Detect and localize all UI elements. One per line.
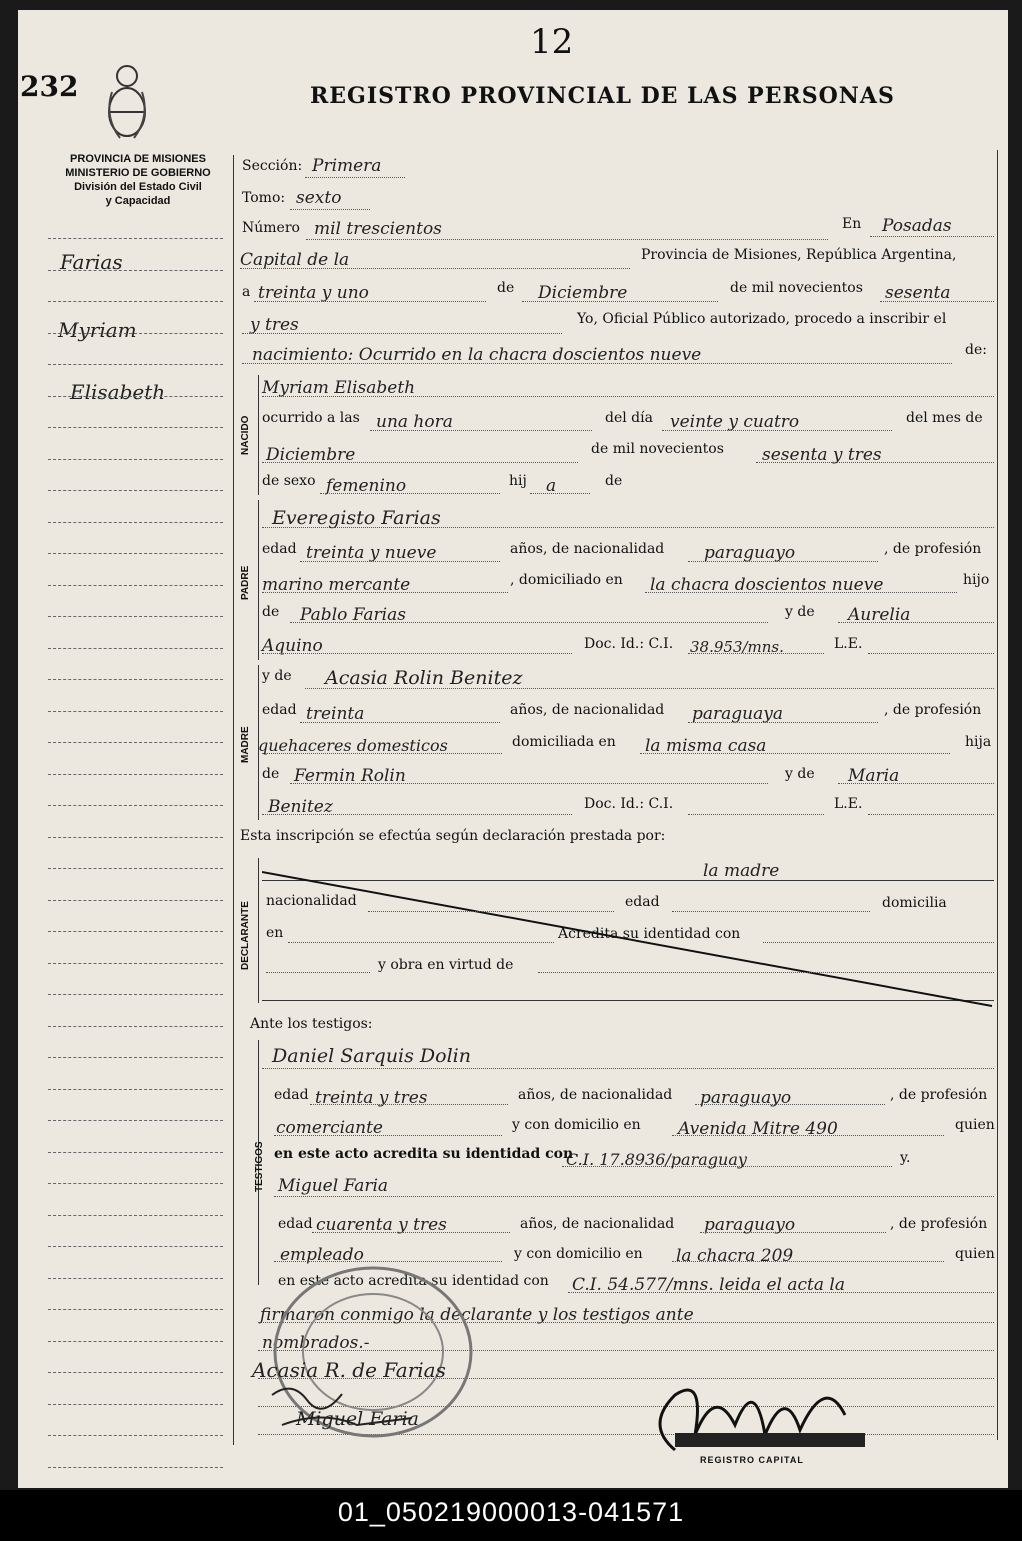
value-anio-nac: sesenta y tres (762, 445, 882, 465)
label-hij: hij (509, 473, 527, 489)
margin-rule (48, 774, 223, 775)
underline-t2-dom (672, 1261, 944, 1262)
value-anio2: y tres (250, 315, 299, 335)
margin-rule (48, 364, 223, 365)
label-decl-en: en (266, 925, 284, 941)
value-hij: a (546, 476, 557, 496)
value-cierre1: firmaron conmigo la declarante y los testigos ante (260, 1305, 694, 1325)
underline-nacido (262, 396, 994, 397)
underline-padre-madre2 (262, 653, 572, 654)
underline-decl-prefix (266, 972, 370, 973)
label-nacionalidad: nacionalidad (266, 893, 357, 909)
underline-decl-nac (368, 911, 614, 912)
underline-t1-dom (672, 1135, 944, 1136)
underline-padre-edad (300, 561, 500, 562)
value-dia: treinta y uno (258, 283, 369, 303)
label-ante: Ante los testigos: (250, 1016, 373, 1032)
underline-mes-nac (262, 462, 578, 463)
value-padre-padre: Pablo Farias (300, 605, 406, 625)
underline-seccion (305, 177, 405, 178)
underline-hora (370, 430, 592, 431)
margin-rule (48, 1215, 223, 1216)
label-del-dia: del día (605, 410, 653, 426)
label-t1-dom: y con domicilio en (512, 1117, 641, 1133)
underline-capital (240, 268, 630, 269)
underline-madre-le (868, 814, 994, 815)
underline-t1-nac (695, 1104, 885, 1105)
margin-rule (48, 396, 223, 397)
label-t1-edad: edad (274, 1087, 309, 1103)
value-padre-dom: la chacra doscientos nueve (650, 575, 884, 595)
margin-rule (48, 837, 223, 838)
value-ciudad: Posadas (882, 216, 952, 236)
underline-padre-madre (838, 622, 994, 623)
label-madre-nac: años, de nacionalidad (510, 702, 665, 718)
label-t1-quien: quien (955, 1117, 995, 1133)
underline-t1-prof (274, 1135, 502, 1136)
sidebar-line-3: División del Estado Civil (74, 181, 202, 193)
label-t1-y: y. (900, 1150, 911, 1166)
margin-rule (48, 270, 223, 271)
margin-rule (48, 490, 223, 491)
value-madre-edad: treinta (306, 704, 365, 724)
form-right-border (997, 150, 998, 1440)
registry-stamp-text: REGISTRO CAPITAL (700, 1455, 804, 1465)
underline-padre-padre (290, 622, 768, 623)
margin-rule (48, 1467, 223, 1468)
header-title: REGISTRO PROVINCIAL DE LAS PERSONAS (310, 83, 895, 109)
margin-rule (48, 963, 223, 964)
stamp-number: 232 (20, 70, 79, 103)
value-t2-prof: empleado (280, 1245, 364, 1265)
value-capital: Capital de la (240, 250, 350, 270)
value-seccion: Primera (312, 156, 382, 176)
underline-madre-nac (688, 722, 878, 723)
margin-surname: Farias (60, 250, 123, 274)
margin-rule (48, 1309, 223, 1310)
label-hija: hija (965, 734, 992, 750)
label-t2-prof: , de profesión (890, 1216, 988, 1232)
label-t2-quien: quien (955, 1246, 995, 1262)
underline-madre-ci (688, 814, 824, 815)
margin-rule (48, 868, 223, 869)
label-padre-prof: , de profesión (884, 541, 982, 557)
margin-rule (48, 553, 223, 554)
page-number: 12 (530, 22, 574, 62)
value-madre-prof: quehaceres domesticos (258, 736, 448, 755)
margin-rule (48, 648, 223, 649)
underline-dia (254, 301, 486, 302)
label-testigos: TESTIGOS (254, 1141, 265, 1192)
margin-rule (48, 1183, 223, 1184)
margin-rule (48, 900, 223, 901)
signature-witness-2: Miguel Faria (296, 1408, 419, 1430)
underline-t2 (274, 1196, 994, 1197)
label-madre-prof: , de profesión (884, 702, 982, 718)
label-madre-yde: y de (262, 668, 292, 684)
label-de-mil2: de mil novecientos (591, 441, 724, 457)
underline-mes (522, 301, 718, 302)
sidebar-line-2: MINISTERIO DE GOBIERNO (65, 167, 211, 179)
underline-madre-prof (262, 753, 502, 754)
value-cierre2: nombrados.- (262, 1333, 370, 1353)
value-tomo: sexto (296, 188, 342, 208)
underline-padre-dom (645, 592, 957, 593)
margin-rule (48, 238, 223, 239)
label-tomo: Tomo: (242, 190, 286, 206)
margin-rule (48, 742, 223, 743)
value-madre-madre2: Benitez (268, 797, 333, 817)
value-declarante: la madre (703, 861, 780, 881)
value-sexo: femenino (326, 476, 407, 496)
coat-of-arms-emblem (102, 62, 152, 148)
label-t1-acredita: en este acto acredita su identidad con (274, 1146, 574, 1162)
value-t1-dom: Avenida Mitre 490 (678, 1119, 838, 1139)
underline-anio2 (242, 333, 562, 334)
label-t2-nac: años, de nacionalidad (520, 1216, 675, 1232)
underline-obra (538, 972, 994, 973)
label-madre-le: L.E. (834, 796, 863, 812)
label-padre-edad: edad (262, 541, 297, 557)
value-t1-prof: comerciante (276, 1118, 383, 1138)
value-dia-nac: veinte y cuatro (670, 412, 800, 432)
value-t2-dom: la chacra 209 (676, 1246, 794, 1266)
section-bracket-nacido (258, 375, 259, 495)
label-provincia: Provincia de Misiones, República Argentina, (641, 247, 957, 263)
value-hora: una hora (376, 412, 453, 432)
margin-rule (48, 1026, 223, 1027)
margin-rule (48, 616, 223, 617)
label-madre-yde2: y de (785, 766, 815, 782)
value-inscribir: nacimiento: Ocurrido en la chacra doscientos nueve (252, 345, 702, 365)
margin-rule (48, 1278, 223, 1279)
underline-t2-edad (312, 1232, 510, 1233)
margin-rule (48, 994, 223, 995)
label-t2-dom: y con domicilio en (514, 1246, 643, 1262)
margin-second-name: Elisabeth (70, 380, 166, 404)
margin-rule (48, 931, 223, 932)
label-padre-yde: y de (785, 604, 815, 620)
margin-rule (48, 679, 223, 680)
underline-padre-prof (262, 592, 508, 593)
underline-t1-ci (562, 1166, 892, 1167)
margin-rule (48, 427, 223, 428)
margin-rule (48, 805, 223, 806)
label-madre: MADRE (240, 726, 251, 763)
label-de-colon: de: (965, 342, 987, 358)
value-mes-nac: Diciembre (266, 445, 356, 465)
margin-rule (48, 585, 223, 586)
label-madre-edad: edad (262, 702, 297, 718)
label-en: En (842, 216, 862, 232)
underline-t1 (262, 1068, 994, 1069)
underline-padre-nac (688, 561, 878, 562)
value-numero: mil trescientos (314, 219, 442, 239)
margin-rule (48, 1372, 223, 1373)
value-padre-madre: Aurelia (848, 605, 911, 625)
sidebar-province (48, 152, 228, 208)
underline-madre (305, 688, 994, 689)
label-padre: PADRE (240, 565, 251, 600)
label-hijo: hijo (963, 572, 990, 588)
underline-hij (530, 493, 590, 494)
section-bracket-declarante (258, 858, 259, 1003)
underline-padre-le (868, 653, 994, 654)
underline-dia-nac (662, 430, 892, 431)
value-t1-nac: paraguayo (700, 1088, 792, 1108)
label-decl-edad: edad (625, 894, 660, 910)
label-yo: Yo, Oficial Público autorizado, procedo a inscribir el (577, 311, 947, 327)
margin-rule (48, 1246, 223, 1247)
underline-anio1 (880, 301, 994, 302)
label-nacido: NACIDO (240, 415, 251, 455)
value-madre-dom: la misma casa (645, 736, 767, 756)
value-t2-nombre: Miguel Faria (278, 1176, 389, 1196)
value-padre-prof: marino mercante (262, 575, 411, 595)
value-t2-nac: paraguayo (704, 1215, 796, 1235)
underline-inscribir (242, 363, 952, 364)
label-de-mil: de mil novecientos (730, 280, 863, 296)
label-padre-de: de (262, 604, 280, 620)
form-left-border (233, 155, 234, 1445)
underline-acredita (763, 942, 994, 943)
value-t2-ci: C.I. 54.577/mns. leida el acta la (572, 1275, 845, 1295)
margin-rule (48, 1089, 223, 1090)
underline-madre-edad (300, 722, 500, 723)
sidebar-line-4: y Capacidad (105, 195, 171, 207)
value-padre-madre2: Aquino (262, 636, 323, 656)
underline-t1-edad (310, 1104, 508, 1105)
footer-document-id: 01_050219000013-041571 (337, 1497, 685, 1527)
margin-rule (48, 1435, 223, 1436)
margin-rule (48, 1341, 223, 1342)
value-padre-nombre: Everegisto Farias (272, 507, 441, 529)
label-de-nacido: de (605, 473, 623, 489)
label-padre-doc: Doc. Id.: C.I. (584, 636, 674, 652)
margin-rule (48, 1152, 223, 1153)
value-t1-nombre: Daniel Sarquis Dolin (272, 1045, 471, 1067)
label-declarante: DECLARANTE (240, 901, 251, 970)
value-mes: Diciembre (538, 283, 628, 303)
label-madre-doc: Doc. Id.: C.I. (584, 796, 674, 812)
margin-rule (48, 459, 223, 460)
underline-madre-madre2 (262, 814, 572, 815)
margin-rule (48, 1404, 223, 1405)
label-sexo: de sexo (262, 473, 316, 489)
underline-t2-ci (568, 1292, 994, 1293)
label-padre-dom: , domiciliado en (510, 572, 623, 588)
value-nacido-nombre: Myriam Elisabeth (262, 378, 416, 398)
value-madre-padre: Fermin Rolin (294, 766, 406, 786)
underline-decl-en (288, 942, 554, 943)
underline-numero (306, 239, 828, 240)
label-t1-nac: años, de nacionalidad (518, 1087, 673, 1103)
label-acredita: Acredita su identidad con (558, 926, 741, 942)
sidebar-line-1: PROVINCIA DE MISIONES (70, 153, 206, 165)
value-padre-nac: paraguayo (704, 543, 796, 563)
margin-rule (48, 333, 223, 334)
label-de: de (497, 280, 515, 296)
label-t2-edad: edad (278, 1216, 313, 1232)
underline-madre-dom (640, 753, 950, 754)
value-padre-edad: treinta y nueve (306, 543, 437, 563)
margin-rule (48, 1057, 223, 1058)
underline-madre-padre (290, 783, 768, 784)
value-madre-madre: Maria (848, 766, 900, 786)
section-bracket-padre (258, 500, 259, 660)
value-madre-nac: paraguaya (692, 704, 783, 724)
label-padre-nac: años, de nacionalidad (510, 541, 665, 557)
value-t1-ci: C.I. 17.8936/paraguay (566, 1150, 747, 1169)
label-madre-de: de (262, 766, 280, 782)
value-anio1: sesenta (885, 283, 951, 303)
margin-rule (48, 711, 223, 712)
underline-padre (262, 527, 994, 528)
label-madre-dom: domiciliada en (512, 734, 616, 750)
underline-anio-nac (756, 462, 994, 463)
signature-declarante: Acasia R. de Farias (252, 1358, 446, 1382)
label-padre-le: L.E. (834, 636, 863, 652)
label-ocurrido: ocurrido a las (262, 410, 360, 426)
underline-madre-madre (838, 783, 994, 784)
label-t1-prof: , de profesión (890, 1087, 988, 1103)
underline-ciudad (870, 236, 994, 237)
label-t2-acredita: en este acto acredita su identidad con (278, 1273, 549, 1289)
value-t1-edad: treinta y tres (315, 1088, 428, 1108)
margin-rule (48, 301, 223, 302)
margin-first-name: Myriam (58, 318, 137, 342)
label-domicilia: domicilia (882, 895, 947, 911)
margin-rule (48, 1120, 223, 1121)
label-numero: Número (242, 220, 300, 236)
label-obra: y obra en virtud de (378, 957, 514, 973)
label-del-mes: del mes de (906, 410, 983, 426)
value-t2-edad: cuarenta y tres (316, 1215, 447, 1235)
label-a: a (242, 284, 251, 300)
margin-rule (48, 522, 223, 523)
value-padre-ci: 38.953/mns. (690, 638, 784, 656)
label-inscripcion: Esta inscripción se efectúa según declaración prestada por: (240, 828, 666, 844)
underline-t2-nac (700, 1232, 886, 1233)
underline-sexo (320, 493, 500, 494)
underline-padre-ci (688, 653, 824, 654)
label-seccion: Sección: (242, 158, 303, 174)
underline-tomo (290, 209, 370, 210)
value-madre-nombre: Acasia Rolin Benitez (325, 667, 523, 689)
underline-decl-edad (672, 911, 870, 912)
